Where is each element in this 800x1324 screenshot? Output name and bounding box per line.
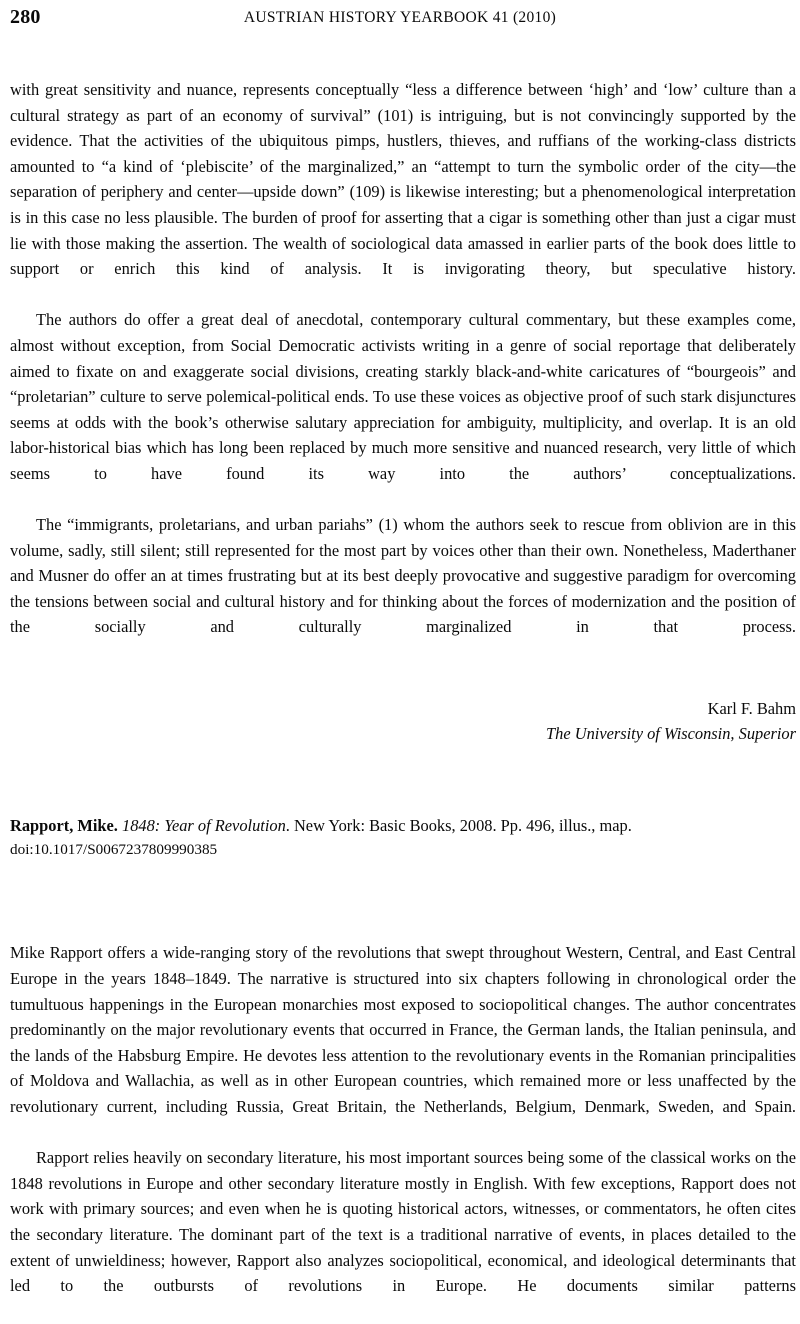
citation-line	[10, 813, 796, 839]
paragraph: Rapport relies heavily on secondary literature, his most important sources being some of the classical works on the 1848 revolutions in Europe and other secondary literature mostly in English. With few exceptions, Rapport does not work with primary sources; and even when he is quoting historical actors, witnesses, or commentators, he often cites the secondary literature. The dominant part of the text is a traditional narrative of events, in places detailed to the extent of unwieldiness; however, Rapport also analyzes sociopolitical, economical, and ideological determinants that led to the outbursts of revolutions in Europe. He documents similar patterns	[10, 1148, 796, 1296]
review-two	[10, 940, 796, 1324]
doi: doi:10.1017/S0067237809990385	[10, 841, 218, 859]
paragraph: with great sensitivity and nuance, represents conceptually “less a difference between ‘high’ and ‘low’ culture than a cultural strategy as part of an economy of survival” (101) is intriguing, but is not convincingly supported by the evidence. That the activities of the ubiquitous pimps, hustlers, thieves, and ruffians of the working-class districts amounted to “a kind of ‘plebiscite’ of the marginalized,” an “attempt to turn the symbolic order of the city—the separation of periphery and center—upside down” (109) is likewise interesting; but a phenomenological interpretation is in this case no less plausible. The burden of proof for asserting that a cigar is something other than just a cigar must lie with those making the assertion. The wealth of sociological data amassed in earlier parts of the book does little to support or enrich this kind of analysis. It is invigorating theory, but speculative history.	[10, 80, 796, 279]
reviewer-affiliation: The University of Wisconsin, Superior	[546, 724, 796, 744]
page-number: 280	[10, 6, 41, 28]
reviewer-signature	[10, 696, 796, 747]
paragraph: The authors do offer a great deal of anecdotal, contemporary cultural commentary, but these examples come, almost without exception, from Social Democratic activists writing in a genre of social reportage that deliberately aimed to fixate on and exaggerate social divisions, creating starkly black-and-white caricatures of “bourgeois” and “proletarian” culture to serve polemical-political ends. To use these voices as objective proof of such stark disjunctures seems at odds with the book’s otherwise salutary appreciation for ambiguity, multiplicity, and overlap. It is an old labor-historical bias which has long been replaced by much more sensitive and nuanced research, very little of which seems to have found its way into the authors’ conceptualizations.	[10, 310, 796, 483]
text-column	[10, 77, 796, 1324]
paragraph: The “immigrants, proletarians, and urban pariahs” (1) whom the authors seek to rescue from oblivion are in this volume, sadly, still silent; still represented for the most part by voices other than their own. Nonetheless, Maderthaner and Musner do offer an at times frustrating but at its best deeply provocative and suggestive paradigm for overcoming the tensions between social and cultural history and for thinking about the forces of modernization and the position of the socially and culturally marginalized in that process.	[10, 515, 796, 637]
journal-title: AUSTRIAN HISTORY YEARBOOK 41 (2010)	[243, 9, 557, 26]
review-one	[10, 77, 796, 747]
citation-book-title: 1848: Year of Revolution	[122, 815, 286, 835]
citation-publication-details: . New York: Basic Books, 2008. Pp. 496, illus., map.	[285, 815, 632, 835]
paragraph: Mike Rapport offers a wide-ranging story of the revolutions that swept throughout Western, Central, and East Central Europe in the years 1848–1849. The narrative is structured into six chapters following in chronological order the tumultuous happenings in the European monarchies most exposed to sociopolitical changes. The author concentrates predominantly on the major revolutionary events that occurred in France, the German lands, the Italian peninsula, and the lands of the Habsburg Empire. He devotes less attention to the revolutionary events in the Romanian principalities of Moldova and Wallachia, as well as in other European countries, which remained more or less unaffected by the revolutionary current, including Russia, Great Britain, the Netherlands, Belgium, Denmark, Sweden, and Spain.	[10, 943, 796, 1116]
citation-author: Rapport, Mike.	[10, 815, 118, 835]
running-head	[0, 5, 800, 39]
reviewer-name: Karl F. Bahm	[707, 698, 796, 718]
journal-page	[0, 5, 800, 1308]
review-two-citation	[10, 813, 796, 863]
